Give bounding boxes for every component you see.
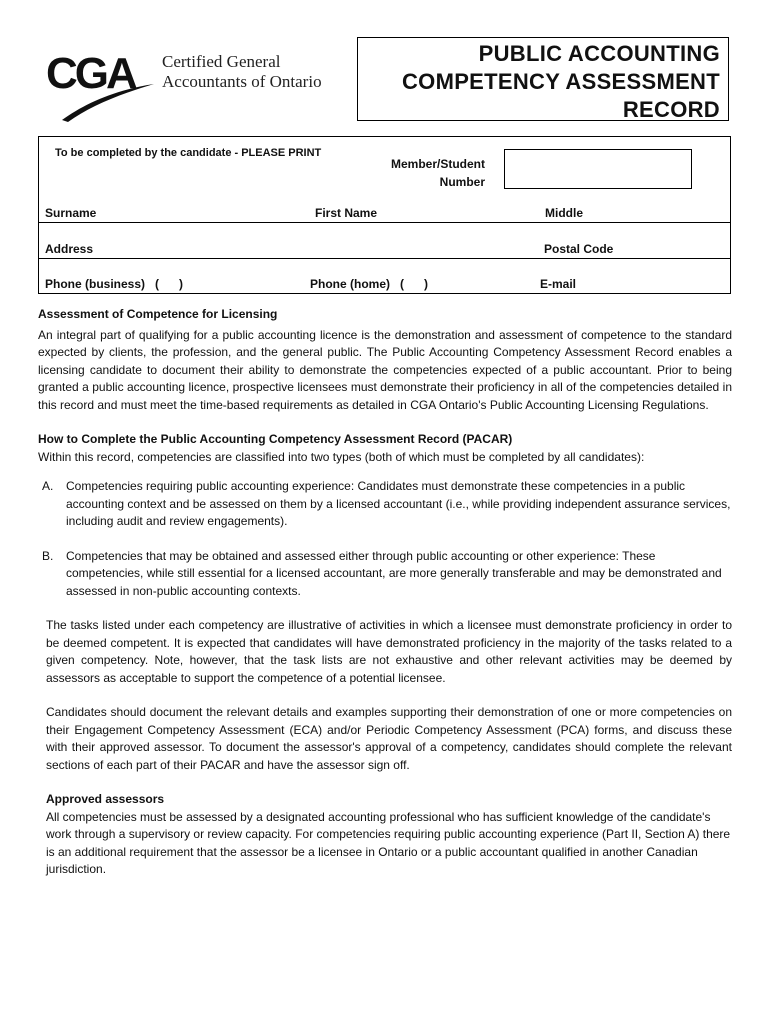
surname-label: Surname — [45, 206, 97, 220]
form-divider — [39, 222, 730, 223]
cga-logo — [44, 44, 334, 124]
list-item-text: Competencies requiring public accounting experience: Candidates must demonstrate these competencies in a public accounting context and be assessed on them by a licensed accountant (i.e., while providing independent assurance services, including audit and review engagements). — [66, 479, 731, 528]
tasks-paragraph: The tasks listed under each competency are illustrative of activities in which a licensee must demonstrate proficiency in order to be deemed competent. It is expected that candidates will have demonstrated proficiency in the majority of the tasks related to a given competency. Note, however, that the task lists are not exhaustive and other relevant activities may be deemed by assessors as acceptable to support the competence of a potential licensee. — [46, 618, 732, 685]
cga-logo-mark — [44, 44, 156, 122]
list-item — [38, 478, 732, 531]
postal-code-label: Postal Code — [544, 242, 614, 256]
section-heading-approved-assessors: Approved assessors — [46, 792, 165, 806]
member-number-field[interactable] — [504, 149, 692, 189]
document-body — [38, 306, 732, 879]
document-title: PUBLIC ACCOUNTING COMPETENCY ASSESSMENT RECORD — [357, 37, 729, 121]
approved-assessors-paragraph: All competencies must be assessed by a designated accounting professional who has sufficient knowledge of the candidate's work through a supervisory or review capacity. For competencies requiring public accounting experience (Part II, Section A) there is an additional requirement that the assessor be a licensee in Ontario or a public accountant qualified in another Canadian jurisdiction. — [46, 809, 731, 876]
assessment-paragraph: An integral part of qualifying for a public accounting licence is the demonstration and assessment of competence to the standard expected by clients, the profession, and the general public. The Public Accounting Competency Assessment Record enables a licensing candidate to document their ability to demonstrate the competencies expected of a public accountant. Prior to being granted a public accounting licence, prospective licensees must demonstrate their proficiency in all of the competencies detailed in this record and must meet the time-based requirements as detailed in CGA Ontario's Public Accounting Licensing Regulations. — [38, 327, 732, 412]
list-marker: A. — [42, 479, 54, 493]
section-heading-how-to-complete: How to Complete the Public Accounting Competency Assessment Record (PACAR) — [38, 432, 513, 446]
middle-label: Middle — [545, 206, 583, 220]
address-label: Address — [45, 242, 94, 256]
list-item-text: Competencies that may be obtained and assessed either through public accounting or other experience: These competencies, while still essential for a licensed accountant, are more generally transferable and may be demonstrated and assessed in non-public accounting contexts. — [66, 548, 722, 598]
how-to-intro: Within this record, competencies are classified into two types (both of which must be completed by all candidates): — [38, 449, 645, 464]
form-instruction: To be completed by the candidate - PLEASE PRINT — [55, 147, 322, 159]
phone-home-label: Phone (home) ( ) — [310, 277, 428, 291]
logo-organization-name: Certified General Accountants of Ontario — [162, 52, 322, 91]
documentation-paragraph: Candidates should document the relevant details and examples supporting their demonstration of one or more competencies on their Engagement Competency Assessment (ECA) and/or Periodic Competency Assessment (PCA) forms, and discuss these with their approved assessor. To document the assessor's approval of a competency, candidates should complete the relevant sections of each part of their PACAR and have the assessor sign off. — [46, 705, 732, 772]
form-divider — [39, 258, 730, 259]
cga-logo-letters: CGA — [46, 49, 135, 98]
list-item — [38, 548, 732, 601]
first-name-label: First Name — [315, 206, 378, 220]
candidate-info-form — [38, 136, 731, 294]
list-marker: B. — [42, 548, 54, 563]
member-number-label: Member/Student Number — [390, 157, 485, 189]
phone-business-label: Phone (business) ( ) — [45, 277, 184, 291]
section-heading-assessment: Assessment of Competence for Licensing — [38, 307, 278, 321]
email-label: E-mail — [540, 277, 577, 291]
